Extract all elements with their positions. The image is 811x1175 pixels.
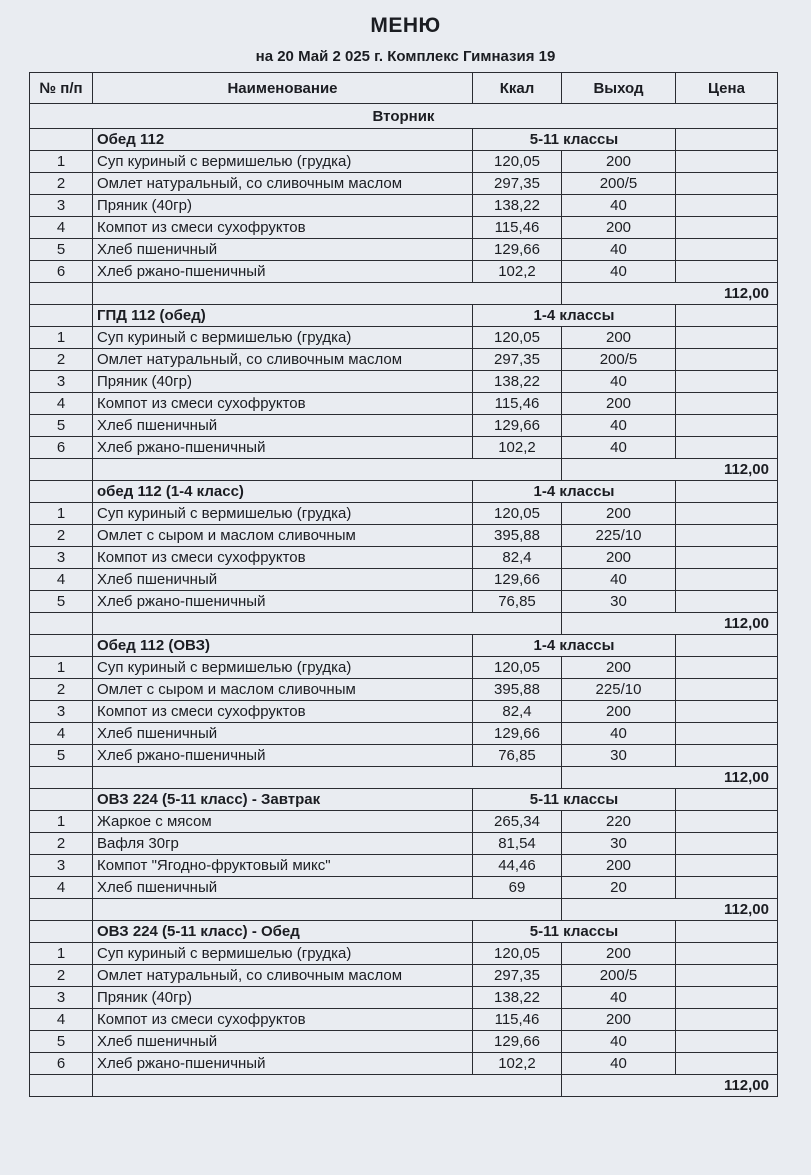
item-name: Хлеб ржано-пшеничный xyxy=(93,261,473,283)
table-row xyxy=(30,943,778,965)
menu-body xyxy=(30,104,778,1097)
menu-table xyxy=(29,72,778,1097)
item-name: Суп куриный с вермишелью (грудка) xyxy=(93,327,473,349)
item-name: Хлеб ржано-пшеничный xyxy=(93,591,473,613)
item-price xyxy=(676,987,778,1009)
table-row xyxy=(30,833,778,855)
section-header-row xyxy=(30,789,778,811)
total-name-cell xyxy=(93,899,562,921)
item-kcal: 81,54 xyxy=(473,833,562,855)
item-price xyxy=(676,437,778,459)
item-output: 200 xyxy=(562,943,676,965)
item-number: 1 xyxy=(30,811,93,833)
item-kcal: 44,46 xyxy=(473,855,562,877)
item-output: 200/5 xyxy=(562,173,676,195)
header-name: Наименование xyxy=(93,73,473,104)
section-total-row xyxy=(30,767,778,789)
section-title: обед 112 (1-4 класс) xyxy=(93,481,473,503)
day-row xyxy=(30,104,778,129)
section-total-row xyxy=(30,1075,778,1097)
total-num-cell xyxy=(30,283,93,305)
item-number: 5 xyxy=(30,745,93,767)
item-kcal: 120,05 xyxy=(473,503,562,525)
item-output: 225/10 xyxy=(562,525,676,547)
item-number: 5 xyxy=(30,415,93,437)
section-total: 112,00 xyxy=(562,767,778,789)
item-output: 30 xyxy=(562,591,676,613)
item-output: 200 xyxy=(562,327,676,349)
item-kcal: 82,4 xyxy=(473,547,562,569)
item-kcal: 82,4 xyxy=(473,701,562,723)
item-price xyxy=(676,811,778,833)
total-name-cell xyxy=(93,767,562,789)
table-row xyxy=(30,195,778,217)
item-name: Хлеб ржано-пшеничный xyxy=(93,1053,473,1075)
item-price xyxy=(676,503,778,525)
item-number: 2 xyxy=(30,173,93,195)
table-row xyxy=(30,657,778,679)
item-kcal: 102,2 xyxy=(473,261,562,283)
table-row xyxy=(30,701,778,723)
item-price xyxy=(676,1053,778,1075)
section-header-row xyxy=(30,921,778,943)
item-name: Суп куриный с вермишелью (грудка) xyxy=(93,503,473,525)
section-total: 112,00 xyxy=(562,459,778,481)
item-number: 4 xyxy=(30,877,93,899)
item-number: 4 xyxy=(30,217,93,239)
section-total-row xyxy=(30,899,778,921)
item-price xyxy=(676,657,778,679)
item-name: Хлеб пшеничный xyxy=(93,415,473,437)
section-price-cell xyxy=(676,481,778,503)
item-output: 200 xyxy=(562,701,676,723)
item-kcal: 129,66 xyxy=(473,415,562,437)
item-price xyxy=(676,723,778,745)
item-kcal: 129,66 xyxy=(473,239,562,261)
table-row xyxy=(30,239,778,261)
total-num-cell xyxy=(30,767,93,789)
header-kcal: Ккал xyxy=(473,73,562,104)
item-price xyxy=(676,591,778,613)
section-num-cell xyxy=(30,635,93,657)
item-output: 30 xyxy=(562,833,676,855)
item-kcal: 120,05 xyxy=(473,327,562,349)
section-grade: 5-11 классы xyxy=(473,129,676,151)
item-kcal: 115,46 xyxy=(473,393,562,415)
table-row xyxy=(30,371,778,393)
section-num-cell xyxy=(30,481,93,503)
item-output: 200 xyxy=(562,547,676,569)
item-price xyxy=(676,349,778,371)
item-name: Омлет натуральный, со сливочным маслом xyxy=(93,349,473,371)
section-grade: 5-11 классы xyxy=(473,789,676,811)
item-kcal: 138,22 xyxy=(473,371,562,393)
section-grade: 1-4 классы xyxy=(473,305,676,327)
item-name: Суп куриный с вермишелью (грудка) xyxy=(93,657,473,679)
item-output: 200/5 xyxy=(562,349,676,371)
item-output: 200 xyxy=(562,1009,676,1031)
item-number: 2 xyxy=(30,525,93,547)
total-name-cell xyxy=(93,613,562,635)
item-kcal: 76,85 xyxy=(473,745,562,767)
item-name: Пряник (40гр) xyxy=(93,195,473,217)
item-name: Жаркое с мясом xyxy=(93,811,473,833)
item-number: 5 xyxy=(30,1031,93,1053)
item-price xyxy=(676,1031,778,1053)
total-name-cell xyxy=(93,1075,562,1097)
item-name: Хлеб пшеничный xyxy=(93,1031,473,1053)
item-output: 225/10 xyxy=(562,679,676,701)
section-title: ГПД 112 (обед) xyxy=(93,305,473,327)
table-row xyxy=(30,745,778,767)
item-name: Хлеб пшеничный xyxy=(93,239,473,261)
item-name: Омлет с сыром и маслом сливочным xyxy=(93,525,473,547)
item-output: 40 xyxy=(562,437,676,459)
item-name: Компот "Ягодно-фруктовый микс" xyxy=(93,855,473,877)
table-row xyxy=(30,173,778,195)
item-number: 1 xyxy=(30,151,93,173)
item-output: 200 xyxy=(562,855,676,877)
item-number: 2 xyxy=(30,349,93,371)
item-output: 200 xyxy=(562,217,676,239)
item-kcal: 102,2 xyxy=(473,437,562,459)
item-output: 40 xyxy=(562,261,676,283)
item-output: 40 xyxy=(562,1031,676,1053)
item-name: Суп куриный с вермишелью (грудка) xyxy=(93,151,473,173)
section-title: ОВЗ 224 (5-11 класс) - Обед xyxy=(93,921,473,943)
item-output: 40 xyxy=(562,239,676,261)
section-total: 112,00 xyxy=(562,1075,778,1097)
section-total-row xyxy=(30,613,778,635)
item-number: 3 xyxy=(30,195,93,217)
item-number: 3 xyxy=(30,987,93,1009)
table-row xyxy=(30,811,778,833)
section-header-row xyxy=(30,635,778,657)
day-label: Вторник xyxy=(30,104,778,129)
item-number: 2 xyxy=(30,833,93,855)
table-row xyxy=(30,877,778,899)
page-subtitle: на 20 Май 2 025 г. Комплекс Гимназия 19 xyxy=(255,48,556,65)
item-output: 40 xyxy=(562,723,676,745)
item-kcal: 129,66 xyxy=(473,569,562,591)
item-number: 1 xyxy=(30,657,93,679)
item-output: 40 xyxy=(562,371,676,393)
section-price-cell xyxy=(676,921,778,943)
item-price xyxy=(676,371,778,393)
section-title: Обед 112 xyxy=(93,129,473,151)
section-title: Обед 112 (ОВЗ) xyxy=(93,635,473,657)
table-row xyxy=(30,1009,778,1031)
section-total-row xyxy=(30,459,778,481)
item-price xyxy=(676,855,778,877)
item-number: 6 xyxy=(30,261,93,283)
item-name: Хлеб ржано-пшеничный xyxy=(93,437,473,459)
item-price xyxy=(676,745,778,767)
header-row xyxy=(30,73,778,104)
table-row xyxy=(30,503,778,525)
section-price-cell xyxy=(676,129,778,151)
item-kcal: 115,46 xyxy=(473,217,562,239)
item-price xyxy=(676,151,778,173)
item-number: 4 xyxy=(30,1009,93,1031)
item-kcal: 120,05 xyxy=(473,657,562,679)
header-num: № п/п xyxy=(30,73,93,104)
item-name: Компот из смеси сухофруктов xyxy=(93,547,473,569)
item-price xyxy=(676,327,778,349)
table-row xyxy=(30,547,778,569)
item-price xyxy=(676,1009,778,1031)
item-number: 1 xyxy=(30,943,93,965)
item-kcal: 297,35 xyxy=(473,349,562,371)
item-name: Компот из смеси сухофруктов xyxy=(93,393,473,415)
total-name-cell xyxy=(93,459,562,481)
item-price xyxy=(676,525,778,547)
item-output: 40 xyxy=(562,569,676,591)
item-price xyxy=(676,833,778,855)
item-kcal: 395,88 xyxy=(473,525,562,547)
item-price xyxy=(676,261,778,283)
section-price-cell xyxy=(676,789,778,811)
table-row xyxy=(30,393,778,415)
section-title: ОВЗ 224 (5-11 класс) - Завтрак xyxy=(93,789,473,811)
item-name: Пряник (40гр) xyxy=(93,987,473,1009)
item-name: Хлеб пшеничный xyxy=(93,877,473,899)
table-row xyxy=(30,855,778,877)
section-num-cell xyxy=(30,921,93,943)
item-number: 3 xyxy=(30,855,93,877)
header-out: Выход xyxy=(562,73,676,104)
section-grade: 5-11 классы xyxy=(473,921,676,943)
item-kcal: 297,35 xyxy=(473,965,562,987)
item-kcal: 69 xyxy=(473,877,562,899)
item-price xyxy=(676,943,778,965)
item-output: 40 xyxy=(562,195,676,217)
item-output: 200 xyxy=(562,503,676,525)
item-kcal: 297,35 xyxy=(473,173,562,195)
section-total: 112,00 xyxy=(562,899,778,921)
item-number: 3 xyxy=(30,701,93,723)
item-name: Компот из смеси сухофруктов xyxy=(93,701,473,723)
section-header-row xyxy=(30,129,778,151)
section-num-cell xyxy=(30,789,93,811)
table-row xyxy=(30,415,778,437)
item-number: 6 xyxy=(30,1053,93,1075)
total-num-cell xyxy=(30,1075,93,1097)
item-name: Хлеб пшеничный xyxy=(93,569,473,591)
item-number: 5 xyxy=(30,591,93,613)
item-price xyxy=(676,679,778,701)
item-output: 220 xyxy=(562,811,676,833)
item-output: 200 xyxy=(562,393,676,415)
item-kcal: 120,05 xyxy=(473,151,562,173)
item-name: Компот из смеси сухофруктов xyxy=(93,217,473,239)
table-row xyxy=(30,723,778,745)
section-price-cell xyxy=(676,305,778,327)
item-price xyxy=(676,239,778,261)
item-name: Омлет натуральный, со сливочным маслом xyxy=(93,173,473,195)
item-price xyxy=(676,415,778,437)
item-number: 4 xyxy=(30,393,93,415)
item-name: Хлеб пшеничный xyxy=(93,723,473,745)
total-num-cell xyxy=(30,613,93,635)
section-price-cell xyxy=(676,635,778,657)
table-row xyxy=(30,261,778,283)
item-number: 3 xyxy=(30,371,93,393)
item-name: Суп куриный с вермишелью (грудка) xyxy=(93,943,473,965)
item-kcal: 129,66 xyxy=(473,1031,562,1053)
section-header-row xyxy=(30,305,778,327)
item-number: 3 xyxy=(30,547,93,569)
item-number: 6 xyxy=(30,437,93,459)
total-num-cell xyxy=(30,899,93,921)
item-number: 4 xyxy=(30,569,93,591)
item-price xyxy=(676,547,778,569)
item-price xyxy=(676,569,778,591)
item-name: Вафля 30гр xyxy=(93,833,473,855)
item-price xyxy=(676,701,778,723)
table-row xyxy=(30,1031,778,1053)
section-num-cell xyxy=(30,305,93,327)
item-number: 1 xyxy=(30,503,93,525)
item-name: Пряник (40гр) xyxy=(93,371,473,393)
table-row xyxy=(30,327,778,349)
item-kcal: 102,2 xyxy=(473,1053,562,1075)
item-kcal: 76,85 xyxy=(473,591,562,613)
section-header-row xyxy=(30,481,778,503)
item-price xyxy=(676,393,778,415)
item-price xyxy=(676,877,778,899)
item-kcal: 120,05 xyxy=(473,943,562,965)
item-price xyxy=(676,195,778,217)
item-output: 40 xyxy=(562,415,676,437)
table-row xyxy=(30,569,778,591)
item-name: Омлет с сыром и маслом сливочным xyxy=(93,679,473,701)
item-price xyxy=(676,217,778,239)
table-row xyxy=(30,591,778,613)
section-total-row xyxy=(30,283,778,305)
item-name: Компот из смеси сухофруктов xyxy=(93,1009,473,1031)
header-price: Цена xyxy=(676,73,778,104)
section-grade: 1-4 классы xyxy=(473,481,676,503)
table-row xyxy=(30,965,778,987)
item-kcal: 138,22 xyxy=(473,987,562,1009)
page-title: МЕНЮ xyxy=(370,14,441,37)
section-num-cell xyxy=(30,129,93,151)
item-price xyxy=(676,173,778,195)
item-kcal: 138,22 xyxy=(473,195,562,217)
section-grade: 1-4 классы xyxy=(473,635,676,657)
item-kcal: 265,34 xyxy=(473,811,562,833)
item-output: 20 xyxy=(562,877,676,899)
item-output: 30 xyxy=(562,745,676,767)
item-number: 2 xyxy=(30,679,93,701)
table-row xyxy=(30,987,778,1009)
item-name: Омлет натуральный, со сливочным маслом xyxy=(93,965,473,987)
item-name: Хлеб ржано-пшеничный xyxy=(93,745,473,767)
item-number: 2 xyxy=(30,965,93,987)
item-output: 200/5 xyxy=(562,965,676,987)
item-output: 40 xyxy=(562,1053,676,1075)
item-price xyxy=(676,965,778,987)
item-kcal: 395,88 xyxy=(473,679,562,701)
table-row xyxy=(30,151,778,173)
item-kcal: 115,46 xyxy=(473,1009,562,1031)
table-row xyxy=(30,217,778,239)
table-row xyxy=(30,679,778,701)
item-number: 5 xyxy=(30,239,93,261)
table-row xyxy=(30,525,778,547)
total-name-cell xyxy=(93,283,562,305)
item-number: 1 xyxy=(30,327,93,349)
table-row xyxy=(30,437,778,459)
section-total: 112,00 xyxy=(562,283,778,305)
item-number: 4 xyxy=(30,723,93,745)
item-output: 40 xyxy=(562,987,676,1009)
table-row xyxy=(30,349,778,371)
item-output: 200 xyxy=(562,151,676,173)
item-kcal: 129,66 xyxy=(473,723,562,745)
total-num-cell xyxy=(30,459,93,481)
table-row xyxy=(30,1053,778,1075)
section-total: 112,00 xyxy=(562,613,778,635)
item-output: 200 xyxy=(562,657,676,679)
